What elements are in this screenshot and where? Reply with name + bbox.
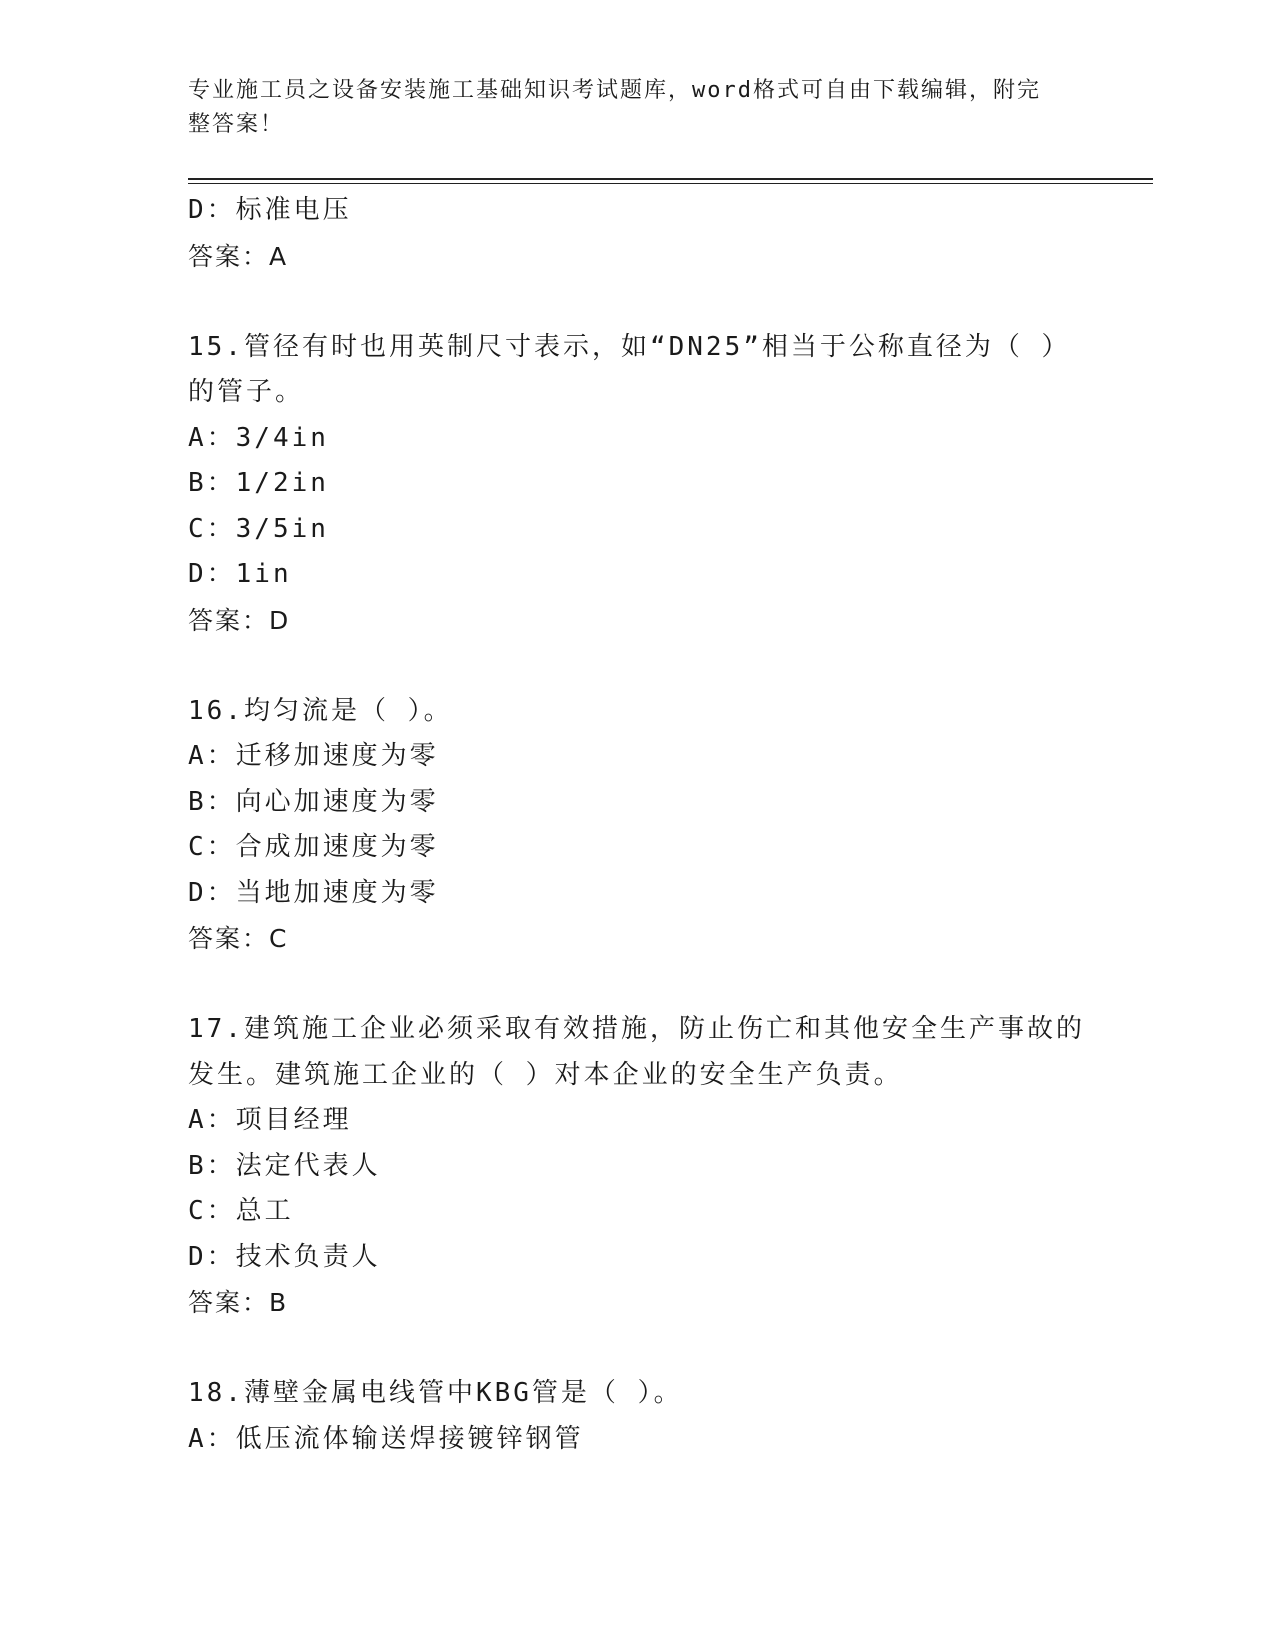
option-b: B：法定代表人 (188, 1150, 381, 1181)
answer-line: 答案：C (188, 924, 289, 953)
option-d: D：当地加速度为零 (188, 877, 439, 908)
option-d: D：标准电压 (188, 195, 352, 225)
question-block (188, 1371, 1168, 1462)
spacer (188, 643, 1168, 689)
option-a: A：迁移加速度为零 (188, 741, 439, 771)
option-c: C：3/5in (188, 513, 329, 544)
spacer (188, 279, 1168, 325)
header-divider (188, 178, 1153, 180)
answer-line: 答案：B (188, 1288, 289, 1317)
option-a: A：项目经理 (188, 1105, 352, 1135)
option-c: C：总工 (188, 1196, 294, 1226)
header-divider-thin (188, 183, 1153, 184)
question-block (188, 1007, 1168, 1326)
document-header (188, 74, 1088, 142)
question-block (188, 325, 1168, 644)
option-a: A：低压流体输送焊接镀锌钢管 (188, 1423, 584, 1454)
option-b: B：1/2in (188, 468, 329, 498)
option-a: A：3/4in (188, 422, 329, 453)
spacer (188, 1326, 1168, 1372)
answer-line: 答案：A (188, 241, 289, 271)
question-stem-continued: 发生。建筑施工企业的（ ）对本企业的安全生产负责。 (188, 1059, 903, 1090)
option-d: D：技术负责人 (188, 1241, 381, 1272)
option-d: D：1in (188, 559, 292, 589)
answer-line: 答案：D (188, 605, 291, 635)
question-stem: 17.建筑施工企业必须采取有效措施，防止伤亡和其他安全生产事故的 (188, 1014, 1085, 1044)
question-block (188, 689, 1168, 962)
question-stem: 18.薄壁金属电线管中KBG管是（ ）。 (188, 1378, 683, 1408)
question-stem: 15.管径有时也用英制尺寸表示，如“DN25”相当于公称直径为（ ） (188, 331, 1071, 362)
header-line-2: 整答案！ (188, 112, 285, 137)
question-stem-continued: 的管子。 (188, 377, 305, 407)
question-list (188, 188, 1168, 1462)
option-b: B：向心加速度为零 (188, 786, 439, 817)
spacer (188, 962, 1168, 1008)
question-stem: 16.均匀流是（ ）。 (188, 695, 453, 726)
header-line-1: 专业施工员之设备安装施工基础知识考试题库，word格式可自由下载编辑，附完 (188, 78, 1041, 103)
option-c: C：合成加速度为零 (188, 832, 439, 862)
